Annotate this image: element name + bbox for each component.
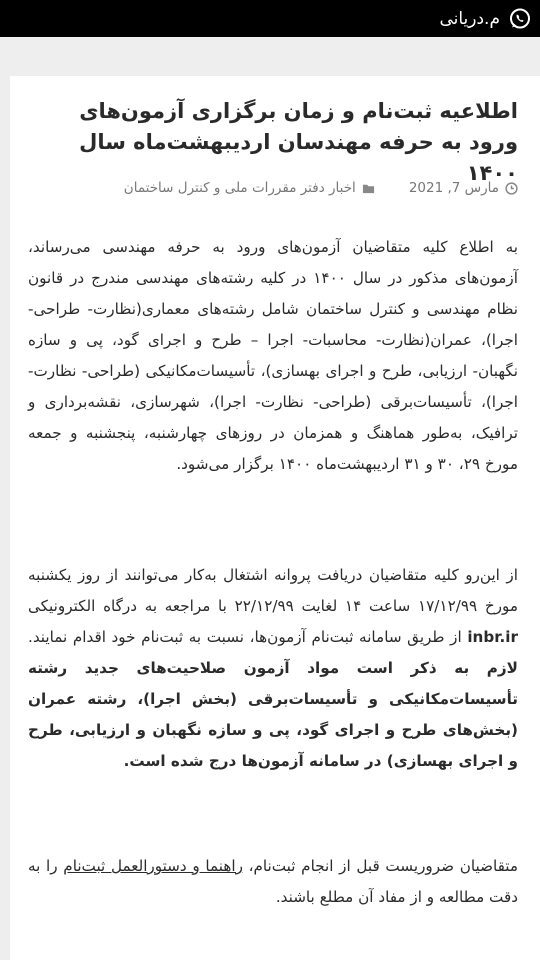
- paragraph-3-intro: متقاضیان ضروریست قبل از انجام ثبت‌نام،: [248, 857, 518, 875]
- article-date: مارس 7, 2021: [408, 180, 499, 196]
- folder-icon: [362, 182, 375, 195]
- site-address[interactable]: inbr.ir: [467, 628, 519, 646]
- article-title[interactable]: اطلاعیه ثبت‌نام و زمان برگزاری آزمون‌های ورود به حرفه مهندسان اردیبهشت‌ماه سال ۱۴۰۰: [79, 99, 518, 185]
- guide-link[interactable]: راهنما و دستورالعمل ثبت‌نام: [63, 857, 243, 875]
- article-category[interactable]: اخبار دفتر مقررات ملی و کنترل ساختمان: [123, 180, 356, 196]
- article-card: [10, 76, 540, 960]
- article-meta: [38, 180, 518, 196]
- contact-badge[interactable]: [439, 0, 540, 37]
- status-bar: [0, 0, 540, 37]
- paragraph-1: به اطلاع کلیه متقاضیان آزمون‌های ورود به حرفه مهندسی می‌رساند، آزمون‌های مذکور در سال ۱۴۰۰ در کلیه رشته‌های مهندسی مندرج در قانون نظام مهندسی و کنترل ساختمان شامل رشته‌های معماری(نظارت- طراحی- اجرا)، عمران(نظارت- محاسبات- اجرا – طرح و اجرای گود، پی و سازه نگهبان- ارزیابی، طرح و اجرای بهسازی)، تأسیسات‌مکانیکی (طراحی- نظارت- اجرا)، تأسیسات‌برقی (طراحی- نظارت- اجرا)، شهرسازی، نقشه‌برداری و ترافیک، به‌طور هماهنگ و همزمان در روزهای چهارشنبه، پنجشنبه و جمعه مورخ ۲۹، ۳۰ و ۳۱ اردیبهشت‌ماه ۱۴۰۰ برگزار می‌شود.: [28, 238, 518, 473]
- paragraph-2-intro: از این‌رو کلیه متقاضیان دریافت پروانه اشتغال به‌کار می‌توانند از روز یکشنبه مورخ ۱۷/۱۲/۹۹ ساعت ۱۴ لغایت ۲۲/۱۲/۹۹ با مراجعه به درگاه الکترونیکی: [28, 566, 518, 615]
- contact-name: م.دریانی: [439, 8, 500, 29]
- paragraph-3-outro: را به دقت مطالعه و از مفاد آن مطلع باشند.: [28, 857, 518, 906]
- paragraph-3: [28, 851, 518, 913]
- paragraph-2-middle: از طریق سامانه ثبت‌نام آزمون‌ها، نسبت به ثبت‌نام خود اقدام نمایند.: [28, 628, 462, 646]
- paragraph-2: [28, 560, 518, 777]
- clock-icon: [505, 182, 518, 195]
- whatsapp-icon: [508, 7, 532, 31]
- paragraph-2-bold-note: لازم به ذکر است مواد آزمون صلاحیت‌های جدید رشته تأسیسات‌مکانیکی و تأسیسات‌برقی (بخش اجرا)، رشته عمران (بخش‌های طرح و اجرای گود، پی و سازه نگهبان و ارزیابی، طرح و اجرای بهسازی) در سامانه آزمون‌ها درج شده است.: [28, 659, 518, 770]
